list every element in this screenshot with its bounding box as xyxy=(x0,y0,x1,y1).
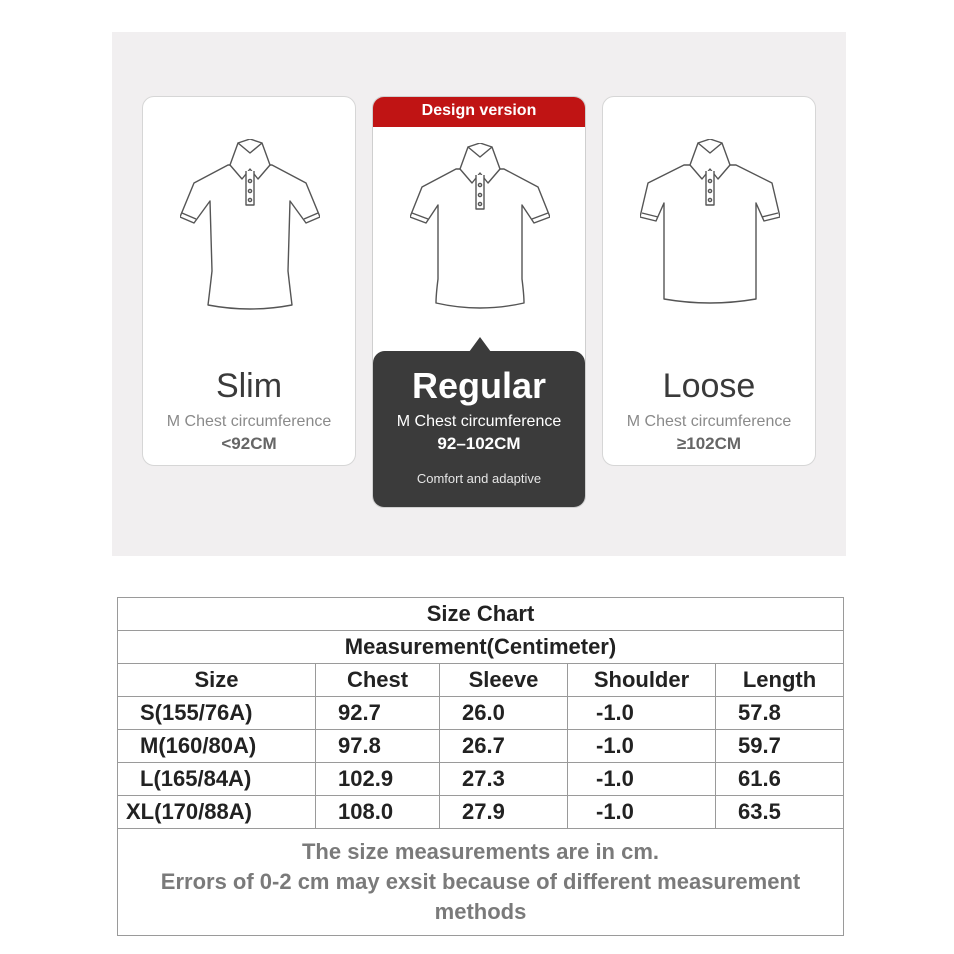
table-row xyxy=(118,796,844,829)
column-header: Size xyxy=(118,664,316,697)
length-cell: 61.6 xyxy=(716,763,844,796)
length-cell: 63.5 xyxy=(716,796,844,829)
chest-cell: 92.7 xyxy=(316,697,440,730)
shoulder-cell: -1.0 xyxy=(568,796,716,829)
shoulder-cell: -1.0 xyxy=(568,730,716,763)
column-header: Sleeve xyxy=(440,664,568,697)
sleeve-cell: 26.0 xyxy=(440,697,568,730)
fit-note-regular: Comfort and adaptive xyxy=(416,471,542,486)
fit-card-regular xyxy=(372,96,586,508)
fit-card-slim xyxy=(142,96,356,466)
slim-polo-shirt-icon xyxy=(180,139,320,315)
column-header: Chest xyxy=(316,664,440,697)
fit-name-loose: Loose xyxy=(662,367,756,405)
table-row xyxy=(118,730,844,763)
regular-polo-shirt-icon xyxy=(410,143,550,319)
fit-range-regular: 92–102CM xyxy=(437,434,521,453)
pointer-arrow xyxy=(469,337,491,352)
size-chart-table xyxy=(117,597,844,936)
note-line-1: The size measurements are in cm. xyxy=(301,839,660,864)
fit-range-loose: ≥102CM xyxy=(676,434,742,453)
fit-subtitle-slim: M Chest circumference xyxy=(166,413,332,430)
size-cell: S(155/76A) xyxy=(118,697,316,730)
fit-subtitle-loose: M Chest circumference xyxy=(626,413,792,430)
fit-name-slim: Slim xyxy=(215,367,283,405)
design-version-banner: Design version xyxy=(373,97,585,127)
shoulder-cell: -1.0 xyxy=(568,763,716,796)
chest-cell: 108.0 xyxy=(316,796,440,829)
note-line-2: Errors of 0-2 cm may exsit because of different measurement methods xyxy=(160,869,801,924)
column-header: Shoulder xyxy=(568,664,716,697)
size-cell: M(160/80A) xyxy=(118,730,316,763)
chest-cell: 97.8 xyxy=(316,730,440,763)
size-cell: L(165/84A) xyxy=(118,763,316,796)
sleeve-cell: 27.3 xyxy=(440,763,568,796)
size-cell: XL(170/88A) xyxy=(118,796,316,829)
fit-range-slim: <92CM xyxy=(221,434,277,453)
measurement-heading: Measurement(Centimeter) xyxy=(118,631,844,664)
sleeve-cell: 27.9 xyxy=(440,796,568,829)
fit-name-regular: Regular xyxy=(411,365,547,406)
shoulder-cell: -1.0 xyxy=(568,697,716,730)
length-cell: 57.8 xyxy=(716,697,844,730)
loose-polo-shirt-icon xyxy=(640,139,780,315)
length-cell: 59.7 xyxy=(716,730,844,763)
size-chart-title: Size Chart xyxy=(118,598,844,631)
sleeve-cell: 26.7 xyxy=(440,730,568,763)
fit-card-loose xyxy=(602,96,816,466)
measurement-note xyxy=(118,829,844,936)
fit-comparison-panel xyxy=(112,32,846,556)
fit-subtitle-regular: M Chest circumference xyxy=(396,413,562,430)
column-header: Length xyxy=(716,664,844,697)
table-header-row xyxy=(118,664,844,697)
chest-cell: 102.9 xyxy=(316,763,440,796)
table-row xyxy=(118,763,844,796)
table-row xyxy=(118,697,844,730)
